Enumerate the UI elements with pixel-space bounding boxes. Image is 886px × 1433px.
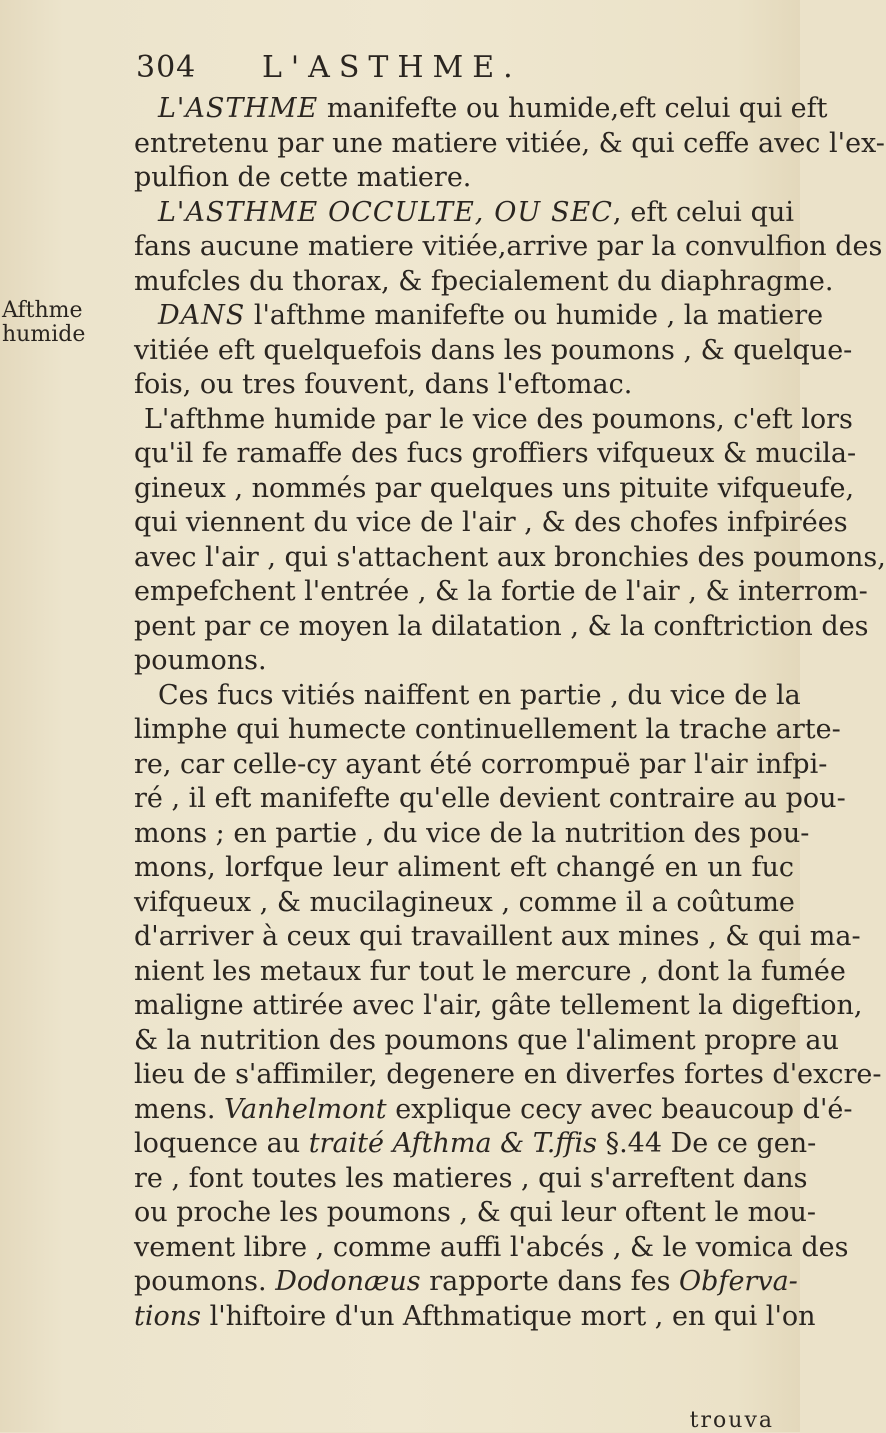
line-body-text: qui viennent du vice de l'air , & des chofes infpirées (134, 507, 848, 538)
text-line (134, 127, 885, 162)
text-line (134, 575, 868, 610)
line-body-text: mons ; en partie , du vice de la nutrition des pou- (134, 817, 810, 849)
text-line (134, 92, 828, 127)
text-line (134, 679, 801, 714)
line-emphasis-text: L'ASTHME (158, 93, 319, 124)
line-body-text: §.44 De ce gen- (597, 1128, 817, 1159)
text-line (134, 920, 861, 955)
catchword: trouva (689, 1408, 774, 1433)
line-body-text: l'hiftoire d'un Afthmatique mort , en qui l'on (201, 1300, 816, 1332)
line-body-text: explique cecy avec beaucoup d'é- (386, 1093, 853, 1125)
line-body-text: avec l'air , qui s'attachent aux bronchies des poumons, (134, 541, 886, 573)
text-line (134, 334, 853, 369)
text-line (134, 1127, 817, 1162)
line-body-text: manifefte ou humide,eft celui qui eft (318, 93, 828, 124)
line-body-text: ou proche les poumons , & qui leur oftent le mou- (134, 1197, 817, 1228)
text-line (134, 782, 846, 817)
text-line (134, 472, 855, 507)
text-line (134, 437, 857, 472)
text-line (134, 1162, 808, 1197)
line-body-text: vement libre , comme auffi l'abcés , & le vomica des (134, 1231, 849, 1263)
text-line (134, 299, 824, 334)
line-body-text: , eft celui qui (612, 196, 794, 228)
text-line (134, 541, 886, 576)
text-line (134, 886, 794, 921)
line-body-text: pulfion de cette matiere. (134, 162, 472, 193)
line-emphasis-text: DANS (158, 300, 246, 331)
text-line (134, 610, 869, 645)
line-emphasis-text: Vanhelmont (224, 1093, 387, 1125)
text-line (134, 989, 863, 1024)
line-body-text: Ces fucs vitiés naiffent en partie , du vice de la (158, 679, 801, 711)
line-body-text: limphe qui humecte continuellement la trache arte- (134, 714, 841, 745)
page-header (0, 50, 800, 90)
running-head: L'ASTHME. (262, 50, 522, 85)
line-emphasis-text: tions (134, 1300, 201, 1332)
text-line (134, 713, 841, 748)
body-text (134, 92, 886, 1334)
margin-note-2: humide (2, 322, 86, 347)
line-body-text: fois, ou tres fouvent, dans l'eftomac. (134, 369, 633, 400)
line-body-text: poumons. (134, 645, 267, 676)
text-line (134, 161, 794, 196)
line-body-text: mufcles du thorax, & fpecialement du diaphragme. (134, 265, 834, 297)
line-body-text: lieu de s'affimiler, degenere en diverfes fortes d'excre- (134, 1059, 882, 1090)
text-line (134, 265, 834, 300)
text-line (134, 1196, 817, 1231)
line-body-text: l'afthme manifefte ou humide , la matiere (245, 300, 824, 331)
text-line (134, 1058, 882, 1093)
line-body-text: pent par ce moyen la dilatation , & la conftriction des (134, 610, 869, 642)
line-body-text: rapporte dans fes (420, 1266, 680, 1297)
line-emphasis-text: Dodonæus (275, 1266, 421, 1297)
line-lead-text: loquence au (134, 1128, 309, 1159)
line-body-text: fans aucune matiere vitiée,arrive par la convulfion des (134, 231, 883, 262)
line-lead-text: poumons. (134, 1266, 276, 1297)
text-line (134, 955, 846, 990)
line-lead-text: mens. (134, 1093, 224, 1125)
line-emphasis-text: Obferva- (679, 1266, 798, 1297)
line-body-text: mons, lorfque leur aliment eft changé en un fuc (134, 852, 794, 883)
line-body-text: entretenu par une matiere vitiée, & qui ceffe avec l'ex- (134, 127, 885, 159)
line-body-text: maligne attirée avec l'air, gâte tellement la digeftion, (134, 990, 863, 1021)
text-line (134, 506, 848, 541)
text-line (134, 403, 853, 438)
line-body-text: empefchent l'entrée , & la fortie de l'air , & interrom- (134, 576, 868, 607)
line-emphasis-text: traité Afthma & T.ffis (308, 1128, 597, 1159)
line-body-text: gineux , nommés par quelques uns pituite vifqueufe, (134, 472, 855, 504)
text-line (134, 230, 883, 265)
text-line (134, 1093, 853, 1128)
text-line (134, 1265, 798, 1300)
line-body-text: vitiée eft quelquefois dans les poumons , & quelque- (134, 334, 853, 366)
line-emphasis-text: L'ASTHME OCCULTE, OU SEC (158, 196, 613, 228)
line-body-text: re , font toutes les matieres , qui s'arreftent dans (134, 1162, 808, 1194)
page-number: 304 (136, 50, 197, 85)
line-body-text: nient les metaux fur tout le mercure , dont la fumée (134, 955, 846, 987)
line-body-text: vifqueux , & mucilagineux , comme il a coûtume (134, 886, 795, 918)
text-line (134, 748, 828, 783)
line-body-text: L'afthme humide par le vice des poumons, c'eft lors (144, 403, 853, 435)
line-body-text: & la nutrition des poumons que l'aliment propre au (134, 1024, 839, 1056)
text-line (134, 817, 810, 852)
text-line (134, 368, 794, 403)
line-body-text: ré , il eft manifefte qu'elle devient contraire au pou- (134, 783, 846, 814)
text-line (134, 196, 794, 231)
text-line (134, 644, 794, 679)
line-body-text: qu'il fe ramaffe des fucs groffiers vifqueux & mucila- (134, 438, 857, 469)
text-line (134, 1024, 839, 1059)
text-line (134, 851, 794, 886)
margin-note-1: Afthme (2, 298, 83, 323)
text-line (134, 1231, 849, 1266)
line-body-text: re, car celle-cy ayant été corrompuë par l'air infpi- (134, 748, 828, 780)
text-line (134, 1300, 816, 1335)
line-body-text: d'arriver à ceux qui travaillent aux mines , & qui ma- (134, 921, 861, 952)
